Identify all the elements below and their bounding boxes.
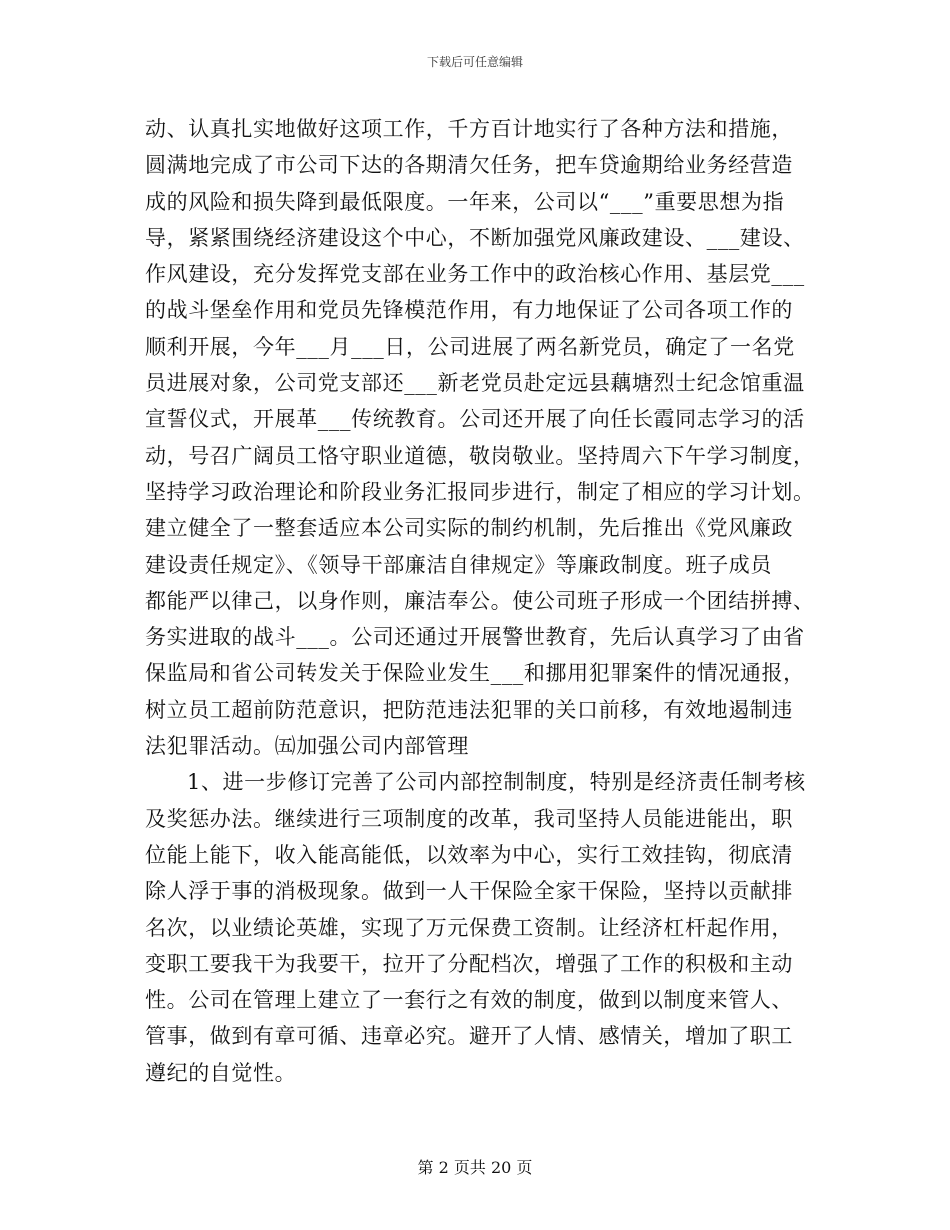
text-line: 务实进取的战斗___。公司还通过开展警世教育，先后认真学习了由省 [145, 625, 805, 650]
text-line: 树立员工超前防范意识，把防范违法犯罪的关口前移，有效地遏制违 [145, 697, 793, 722]
text-line: 顺利开展，今年___月___日，公司进展了两名新党员，确定了一名党 [145, 334, 795, 359]
text-line: 导，紧紧围绕经济建设这个中心，不断加强党风廉政建设、___建设、 [145, 225, 805, 250]
text-line: 建设责任规定》、《领导干部廉洁自律规定》等廉政制度。班子成员 [145, 552, 772, 577]
text-line: 除人浮于事的消极现象。做到一人干保险全家干保险，坚持以贡献排 [145, 879, 793, 904]
text-line: 管事，做到有章可循、违章必究。避开了人情、感情关，增加了职工 [145, 1024, 793, 1049]
text-line: 保监局和省公司转发关于保险业发生___和挪用犯罪案件的情况通报， [145, 661, 805, 686]
page-header: 下载后可任意编辑 [426, 55, 523, 69]
text-line: 的战斗堡垒作用和党员先锋模范作用，有力地保证了公司各项工作的 [145, 298, 793, 323]
text-line: 遵纪的自觉性。 [145, 1060, 297, 1085]
paragraph-first-line: 1、进一步修订完善了公司内部控制制度，特别是经济责任制考核 [187, 770, 806, 795]
document-body [145, 111, 815, 1091]
text-line: 动，号召广阔员工恪守职业道德，敬岗敬业。坚持周六下午学习制度， [145, 443, 815, 468]
text-line: 坚持学习政治理论和阶段业务汇报同步进行，制定了相应的学习计划。 [145, 479, 815, 504]
text-line: 宣誓仪式，开展革___传统教育。公司还开展了向任长霞同志学习的活 [145, 407, 805, 432]
text-line: 都能严以律己，以身作则，廉洁奉公。使公司班子形成一个团结拼搏、 [145, 588, 815, 613]
text-line: 变职工要我干为我要干，拉开了分配档次，增强了工作的积极和主动 [145, 951, 793, 976]
text-line: 成的风险和损失降到最低限度。一年来，公司以“___”重要思想为指 [145, 189, 785, 214]
text-line: 动、认真扎实地做好这项工作，千方百计地实行了各种方法和措施， [145, 117, 793, 141]
section-heading-line: 法犯罪活动。㈤加强公司内部管理 [145, 734, 469, 759]
text-line: 名次，以业绩论英雄，实现了万元保费工资制。让经济杠杆起作用， [145, 915, 793, 940]
text-line: 性。公司在管理上建立了一套行之有效的制度，做到以制度来管人、 [145, 988, 793, 1013]
text-line: 员进展对象，公司党支部还___新老党员赴定远县藕塘烈士纪念馆重温 [145, 371, 805, 396]
page-footer: 第 2 页共 20 页 [417, 1158, 533, 1177]
text-line: 建立健全了一整套适应本公司实际的制约机制，先后推出《党风廉政 [145, 516, 793, 541]
text-line: 圆满地完成了市公司下达的各期清欠任务，把车贷逾期给业务经营造 [145, 153, 793, 178]
text-line: 及奖惩办法。继续进行三项制度的改革，我司坚持人员能进能出，职 [145, 806, 793, 831]
text-line: 作风建设，充分发挥党支部在业务工作中的政治核心作用、基层党___ [145, 262, 805, 287]
text-line: 位能上能下，收入能高能低，以效率为中心，实行工效挂钩，彻底清 [145, 842, 793, 867]
